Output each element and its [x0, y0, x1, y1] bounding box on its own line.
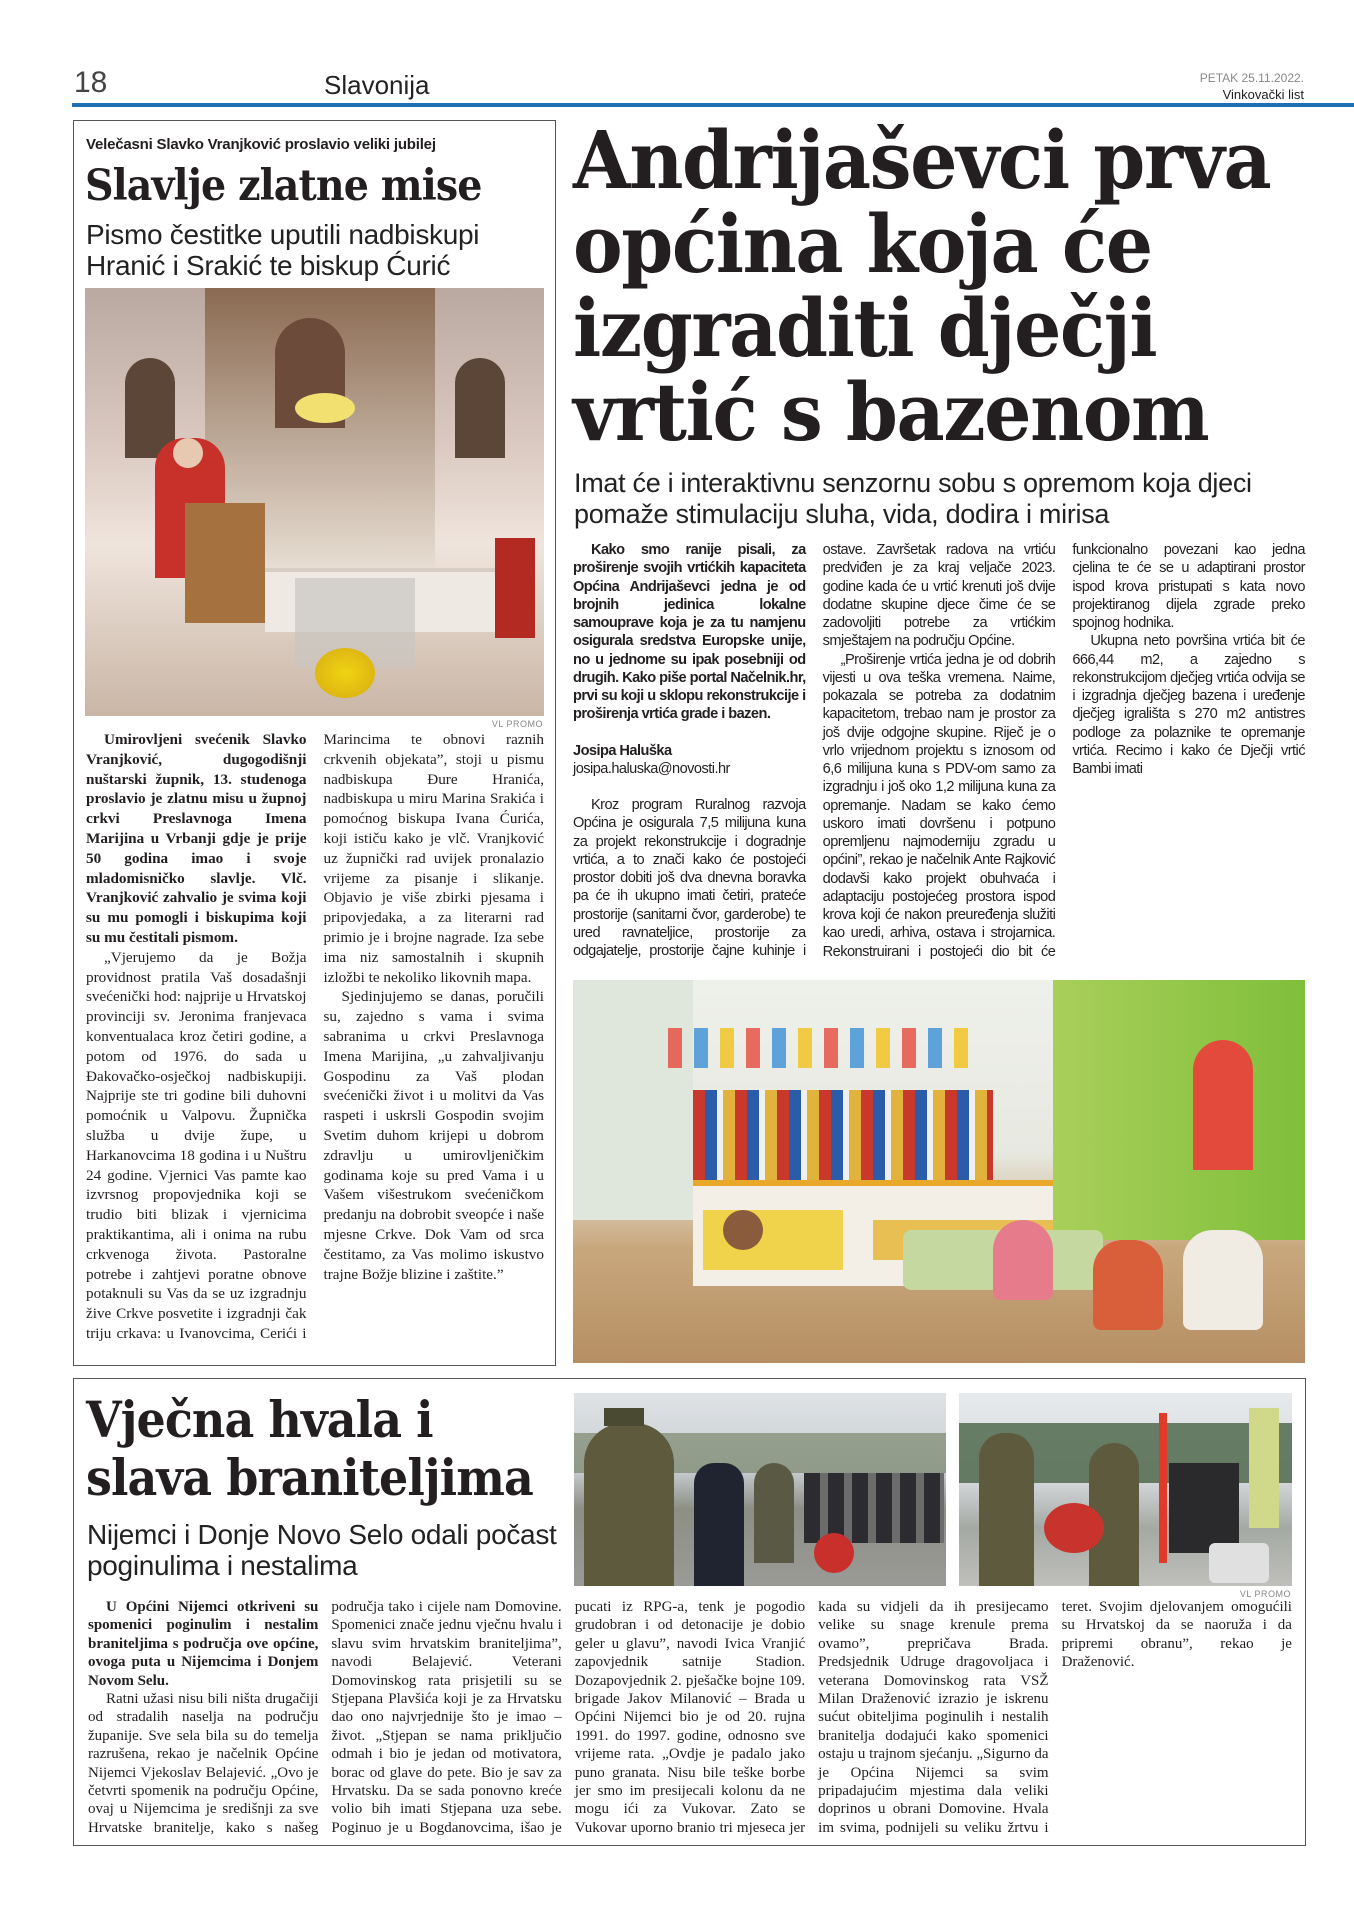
article-paragraph: Ratni užasi nisu bili ništa drugačiji od stradalih naselja na području županije. Sve sela bila su do temelja razrušena, rekao je načelnik Općine Nijemci Vjekoslav Belajević. „Ovo je četvrti spomenik na području Općine, ovaj u Nijemcima je središnji za sve Hrvatske branitelje, kako s našeg područja tako i cijele nam Domovine. Spomenici znače jednu vječnu hvalu i slavu svim hrvatskim braniteljima”, navodi Belajević. Veterani Domovinskog rata prisjetili su se Stjepana Plavšića koji je za Hrvatsku dao ono najvrjednije što je imao – život. „Stjepan se nama priključio odmah i bio je jedan od motivatora, borac od glave do pete. Bio je sav za Hrvatsku. Da se sada ponovno kreće volio bih imati Stjepana uza sebe. Poginuo je u Bogdanovcima, išao je pucati iz RPG-a, tenk je pogodio grudobran i od detonacije je dobio geler u glavu”, navodi Ivica Vranjić zapovjednik satnije Stadion. Dozapovjednik 2. pješačke bojne 109. brigade Jakov Milanović – Brada u Općini Nijemci bio je od 20. rujna 1991. do 1997. godine, odnosno sve vrijeme rata. „Ovdje je padalo jako puno granata. Nisu bile teške borbe jer smo im presijecali kolonu da ne mogu ići za Vukovar. Zato se Vukovar uporno branio tri mjeseca jer kada su vidjeli da ih presijecamo velike su snage krenule prema ovamo”, prepričava Brada. Predsjednik Udruge dragovoljaca i veterana Domovinskog rata VSŽ Milan Draženović izrazio je iskrenu sućut obiteljima poginulih i nestalih branitelja dodajući kako spomenici ostaju u trajnom sjećanju. „Sigurno da je Općina Nijemci sa svim pripadajućim mjestima dala veliki doprinos u obrani Domovine. Hvala im svima, podnijeli su veliku žrtvu i teret. Svojim djelovanjem omogućili su Hrvatskoj da se naoruža i da pripremi obranu”, rekao je Draženović.	[88, 1599, 1292, 1836]
article-body	[573, 541, 1305, 963]
headline-line: vrtić s bazenom	[573, 365, 1209, 459]
photo-credit: VL PROMO	[1239, 1589, 1291, 1599]
headline-line: Andrijaševci prva	[573, 113, 1271, 207]
article-body	[86, 730, 544, 1360]
publication-name: Vinkovački list	[1222, 87, 1304, 102]
header-rule	[72, 103, 1354, 107]
article-title: Slavlje zlatne mise	[85, 161, 482, 211]
kindergarten-classroom-photo	[573, 980, 1305, 1363]
article-subtitle: Pismo čestitke uputili nadbiskupi Hranić i Srakić te biskup Ćurić	[86, 219, 480, 281]
article-subtitle: Nijemci i Donje Novo Selo odali počast poginulima i nestalima	[87, 1519, 557, 1581]
author-email: josipa.haluska@novosti.hr	[573, 760, 730, 777]
article-paragraph: Sjedinjujemo se danas, poručili su, zajedno s vama i svima sabranima u crkvi Preslavnoga Imena Marijina, „u zahvaljivanju Gospodinu za Vaš plodan svećenički život i u molitvi da Vas raspeti i uskrsli Gospodin svojim Svetim duhom krijepi u dobrom zdravlju u umirovljeničkim godinama koje su pred Vama i u Vašem višestrukom svećeničkom predanju na dobrobit sveopće i naše mjesne Crkve. Dok Vam od srca čestitamo, za Vas molimo iskustvo trajne Božje blizine i zaštite.”	[323, 988, 544, 1283]
page-number: 18	[74, 66, 108, 99]
article-body	[88, 1598, 1292, 1840]
author-name: Josipa Haluška	[573, 742, 672, 759]
article-veterans	[73, 1378, 1306, 1846]
memorial-monument-photo	[959, 1393, 1292, 1586]
article-paragraph: Ukupna neto površina vrtića bit će 666,44 m2, a zajedno s rekonstrukcijom dječjeg vrtića odvija se i izgradnja dječjeg bazena i uređenje dječjeg igrališta s 270 m2 antistres podloge za polaznike te opremanje vrtića. Recimo i kako će Dječji vrtić Bambi imati	[1072, 633, 1305, 777]
section-title: Slavonija	[324, 70, 430, 100]
article-golden-mass	[73, 120, 556, 1366]
article-kindergarten-headline	[573, 113, 1313, 459]
memorial-ceremony-photo	[574, 1393, 946, 1586]
article-lead: Umirovljeni svećenik Slavko Vranjković, dugogodišnji nuštarski župnik, 13. studenoga proslavio je zlatnu misu u župnoj crkvi Preslavnoga Imena Marijina u Vrbanji gdje je prije 50 godina imao i svoje mladomisničko slavlje. Vlč. Vranjković zahvalio je svima koji su mu pomogli i biskupima koji su mu čestitali pismom.	[86, 731, 307, 946]
article-title: Vječna hvala i slava braniteljima	[86, 1390, 533, 1507]
article-paragraph: „Proširenje vrtića jedna je od dobrih vijesti u ova teška vremena. Naime, pokazala se potreba za dodatnim kapacitetom, trebao nam je prostor za još dvije odgojne skupine. Riječ je o vrlo vrijednom projektu s iznosom od 6,6 milijuna kuna s PDV-om samo za izgradnju i još oko 1,2 milijuna kuna za opremanje. Nadam se kako ćemo uskoro imati dovršenu i potpuno opremljenu najmoderniju zgradu u općini”, rekao je načelnik Ante Rajković dodavši kako projekt obuhvaća i adaptaciju postojećeg prostora ispod krova koji će nakon preuređenja služiti kao uredi, arhiva, ostava i strojarnica. Rekonstruirani i postojeći dio bit će funkcionalno povezani kao jedna cjelina te će se u adaptirani prostor ispod krova pristupati s kata novo projektiranog dijela zgrade preko spojnog hodnika.	[822, 542, 1305, 960]
issue-date: PETAK 25.11.2022.	[1199, 71, 1304, 85]
article-subtitle: Imat će i interaktivnu senzornu sobu s opremom koja djeci pomaže stimulaciju sluha, vida, dodira i mirisa	[574, 468, 1252, 529]
article-paragraph: Kroz program Ruralnog razvoja Općina je osigurala 7,5 milijuna kuna za projekt rekonstrukcije i dogradnje vrtića, a to znači kako će postojeći prostor dobiti još dva dnevna boravka pa će ih ukupno imati četiri, prateće prostorije (sanitarni čvor, garderobe) te ured ravnateljice, prostorije za odgajatelje, prostorije čajne kuhinje i ostave. Završetak radova na vrtiću predviđen je za kraj veljače 2023. godine kada će u vrtić krenuti još dvije dodatne skupine djece čime će se zadovoljiti potrebe za vrtićkim smještajem na području Općine.	[573, 542, 1056, 959]
article-kicker: Velečasni Slavko Vranjković proslavio veliki jubilej	[86, 136, 436, 153]
article-paragraph: „Vjerujemo da je Božja providnost pratila Vaš dosadašnji svećenički hod: najprije u Hrvatskoj provinciji sv. Jeronima franjevaca konventualaca kroz četiri godine, a potom od 1976. do sada u Đakovačko-osječkoj nadbiskupiji. Najprije ste tri godine bili duhovni pomoćnik u Valpovu. Župnička služba u dvije župe, u Harkanovcima 18 godina i u Nuštru 24 godine. Vjernici Vas pamte kao izvrsnog propovjednika koji se trudio biti blizak i vjernicima praktikantima, ali i onima na rubu crkvenoga života. Pastoralne potrebe i zahtjevi poratne obnove potaknuli su Vas da se uz izgradnju žive Crkve posvetite i izgradnji čak triju crkava: u Ivanovcima, Cerići i Marincima te obnovi raznih crkvenih objekata”, stoji u pismu nadbiskupa Đure Hranića, nadbiskupa u miru Marina Srakića i pomoćnog biskupa Ivana Ćurića, koji ističu kako je vlč. Vranjković uz župnički rad uvijek pronalazio vrijeme za pisanje i slikanje. Objavio je više zbirki pjesama i pripovjedaka, a za literarni rad primio je i brojne nagrade. Iza sebe ima niz samostalnih i skupnih izložbi te nekoliko likovnih mapa.	[86, 731, 544, 1342]
church-altar-photo	[85, 288, 544, 716]
article-lead: U Općini Nijemci otkriveni su spomenici poginulim i nestalim braniteljima s područja ove općine, ovoga puta u Nijemcima i Donjem Novom Selu.	[88, 1599, 319, 1689]
headline-line: izgraditi dječji	[573, 281, 1157, 375]
article-lead: Kako smo ranije pisali, za proširenje svojih vrtićkih kapaciteta Općina Andrijaševci jedna je od brojnih jedinica lokalne samouprave koja je za tu namjenu osigurala sredstva Europske unije, no u jednome su ipak posebniji od drugih. Kako piše portal Načelnik.hr, prvi su koji u sklopu rekonstrukcije i proširenja vrtića grade i bazen.	[573, 542, 806, 723]
photo-credit: VL PROMO	[491, 719, 543, 729]
headline-line: općina koja će	[573, 197, 1152, 291]
